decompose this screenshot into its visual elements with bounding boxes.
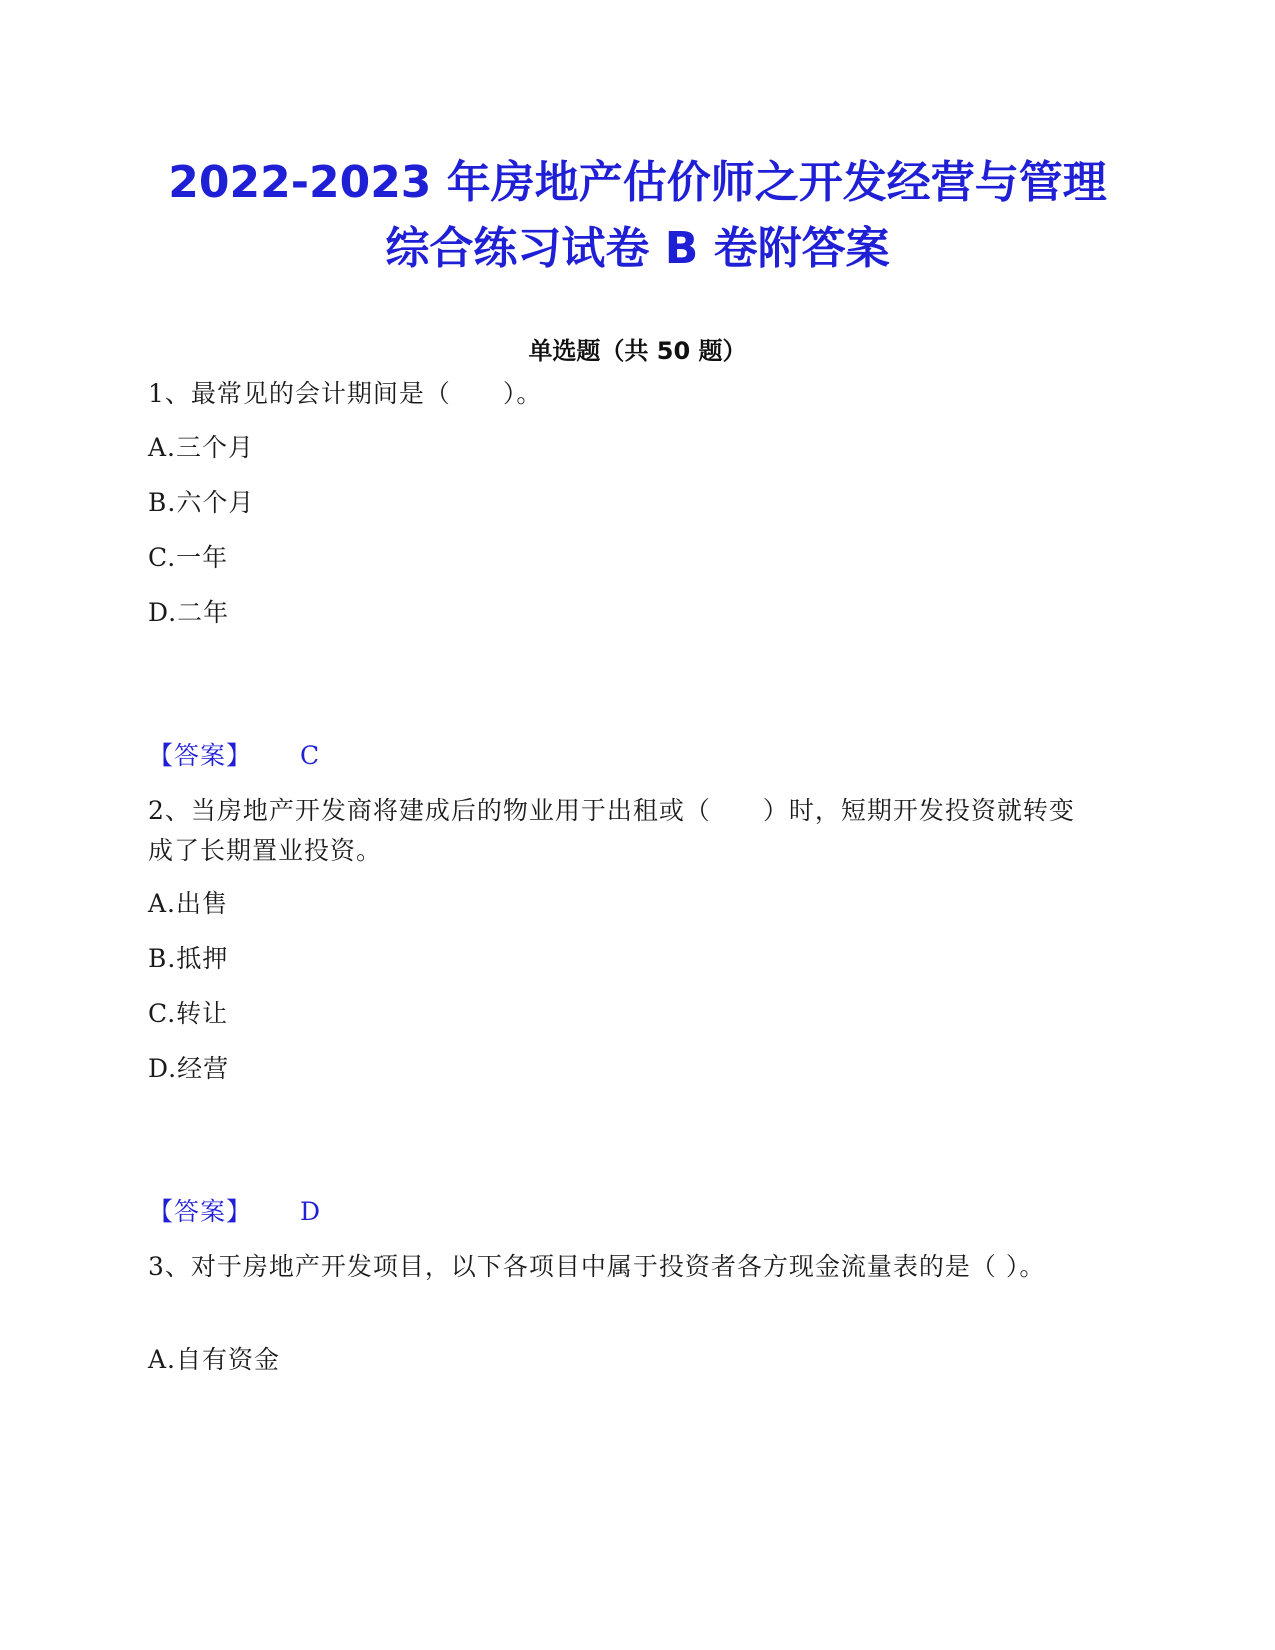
question-1-answer: [148, 736, 1098, 776]
document-title: 2022-2023 年房地产估价师之开发经营与管理综合练习试卷 B 卷附答案: [168, 157, 1107, 274]
question-2-option-c: C.转让: [148, 999, 229, 1028]
question-2-answer: [148, 1192, 1098, 1232]
question-1-option-a: A.三个月: [148, 433, 255, 462]
question-1-option-d: D.二年: [148, 598, 230, 627]
answer-label: 【答案】: [148, 741, 253, 770]
answer-label: 【答案】: [148, 1197, 253, 1226]
question-2-option-a: A.出售: [148, 889, 229, 918]
answer-value: D: [300, 1197, 322, 1226]
question-1-option-b: B.六个月: [148, 488, 255, 517]
question-3-option-a: A.自有资金: [148, 1345, 281, 1374]
question-1-stem: 1、最常见的会计期间是（ ）。: [148, 379, 543, 408]
question-3-stem: 3、对于房地产开发项目，以下各项目中属于投资者各方现金流量表的是（ ）。: [148, 1252, 1046, 1281]
section-heading: 单选题（共 50 题）: [528, 337, 747, 365]
question-2-option-d: D.经营: [148, 1054, 230, 1083]
question-2-option-b: B.抵押: [148, 944, 229, 973]
question-1-option-c: C.一年: [148, 543, 229, 572]
answer-value: C: [300, 741, 321, 770]
question-2-stem: 2、当房地产开发商将建成后的物业用于出租或（ ）时，短期开发投资就转变成了长期置业投资。: [148, 796, 1075, 865]
